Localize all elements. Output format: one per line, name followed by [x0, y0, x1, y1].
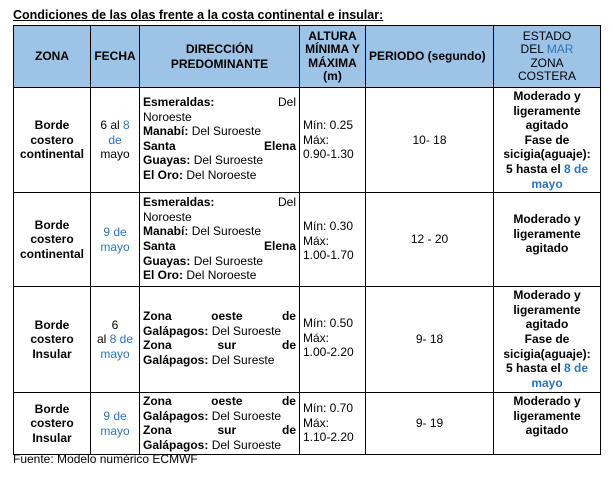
cell-zona: Borde costero Insular: [14, 287, 91, 393]
cell-periodo: 10- 18: [366, 88, 494, 193]
header-direccion: DIRECCIÓN PREDOMINANTE: [140, 26, 300, 88]
cell-zona: Borde costero Insular: [14, 393, 91, 455]
header-altura: ALTURA MÍNIMA Y MÁXIMA (m): [300, 26, 366, 88]
cell-direccion: Esmeraldas: Del Noroeste Manabí: Del Suroeste Santa Elena Guayas: Del Suroeste El Oro: Del Noroeste: [140, 193, 300, 287]
cell-estado: Moderado y ligeramente agitado: [494, 193, 601, 287]
header-fecha: FECHA: [91, 26, 140, 88]
table-header-row: [14, 26, 601, 88]
cell-altura: Mín: 0.30 Máx: 1.00-1.70: [300, 193, 366, 287]
cell-fecha: 6 al 8 de mayo: [91, 287, 140, 393]
cell-direccion: Esmeraldas: Del Noroeste Manabí: Del Suroeste Santa Elena Guayas: Del Suroeste El Oro: Del Noroeste: [140, 88, 300, 193]
table-row: [14, 393, 601, 455]
cell-direccion: Zona oeste de Galápagos: Del Suroeste Zona sur de Galápagos: Del Suroeste: [140, 393, 300, 455]
cell-periodo: 9- 19: [366, 393, 494, 455]
cell-altura: Mín: 0.50 Máx: 1.00-2.20: [300, 287, 366, 393]
cell-fecha: 9 de mayo: [91, 393, 140, 455]
cell-fecha: 9 de mayo: [91, 193, 140, 287]
cell-zona: Borde costero continental: [14, 193, 91, 287]
cell-estado: Moderado y ligeramente agitado Fase de sicigia(aguaje): 5 hasta el 8 de mayo: [494, 88, 601, 193]
table-row: [14, 88, 601, 193]
header-periodo: PERIODO (segundo): [366, 26, 494, 88]
cell-periodo: 9- 18: [366, 287, 494, 393]
cell-estado: Moderado y ligeramente agitado: [494, 393, 601, 455]
cell-direccion: Zona oeste de Galápagos: Del Suroeste Zona sur de Galápagos: Del Sureste: [140, 287, 300, 393]
cell-zona: Borde costero continental: [14, 88, 91, 193]
source-note: Fuente: Modelo numérico ECMWF: [13, 452, 198, 466]
table-row: [14, 287, 601, 393]
table-row: [14, 193, 601, 287]
header-estado: ESTADO DEL MAR ZONA COSTERA: [494, 26, 601, 88]
cell-estado: Moderado y ligeramente agitado Fase de sicigia(aguaje): 5 hasta el 8 de mayo: [494, 287, 601, 393]
cell-altura: Mín: 0.70 Máx: 1.10-2.20: [300, 393, 366, 455]
document-title: Condiciones de las olas frente a la costa continental e insular:: [13, 8, 384, 22]
cell-altura: Mín: 0.25 Máx: 0.90-1.30: [300, 88, 366, 193]
cell-periodo: 12 - 20: [366, 193, 494, 287]
header-zona: ZONA: [14, 26, 91, 88]
wave-conditions-table: [13, 25, 601, 455]
cell-fecha: 6 al 8 de mayo: [91, 88, 140, 193]
